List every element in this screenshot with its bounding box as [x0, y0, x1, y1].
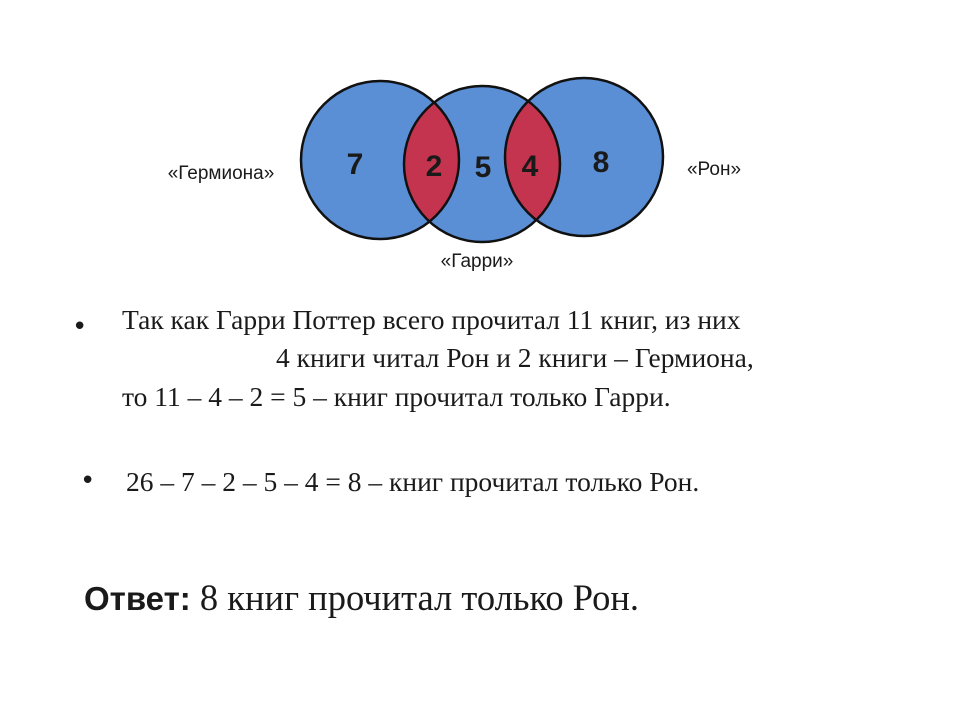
region-harry-ron: 4: [521, 150, 539, 183]
answer: [84, 577, 640, 618]
region-ron-only: 8: [592, 146, 610, 179]
bullet-marker-1: •: [72, 312, 88, 342]
bullet-1-line-3: то 11 – 4 – 2 = 5 – книг прочитал только Гарри.: [122, 381, 671, 412]
bullet-1-line-2: 4 книги читал Рон и 2 книги – Гермиона,: [276, 342, 754, 373]
label-harry: «Гарри»: [440, 251, 514, 272]
region-hermione-harry: 2: [425, 150, 443, 183]
answer-text: 8 книг прочитал только Рон.: [190, 577, 640, 618]
bullet-1-line-1: Так как Гарри Поттер всего прочитал 11 книг, из них: [122, 304, 741, 335]
label-hermione: «Гермиона»: [167, 163, 275, 184]
region-harry-only: 5: [474, 151, 492, 184]
answer-label: Ответ:: [84, 580, 191, 617]
region-hermione-only: 7: [346, 148, 364, 181]
venn-diagram: [0, 0, 960, 300]
label-ron: «Рон»: [686, 159, 742, 180]
bullet-marker-2: •: [80, 466, 96, 496]
bullet-2-line-1: 26 – 7 – 2 – 5 – 4 = 8 – книг прочитал только Рон.: [126, 466, 700, 497]
